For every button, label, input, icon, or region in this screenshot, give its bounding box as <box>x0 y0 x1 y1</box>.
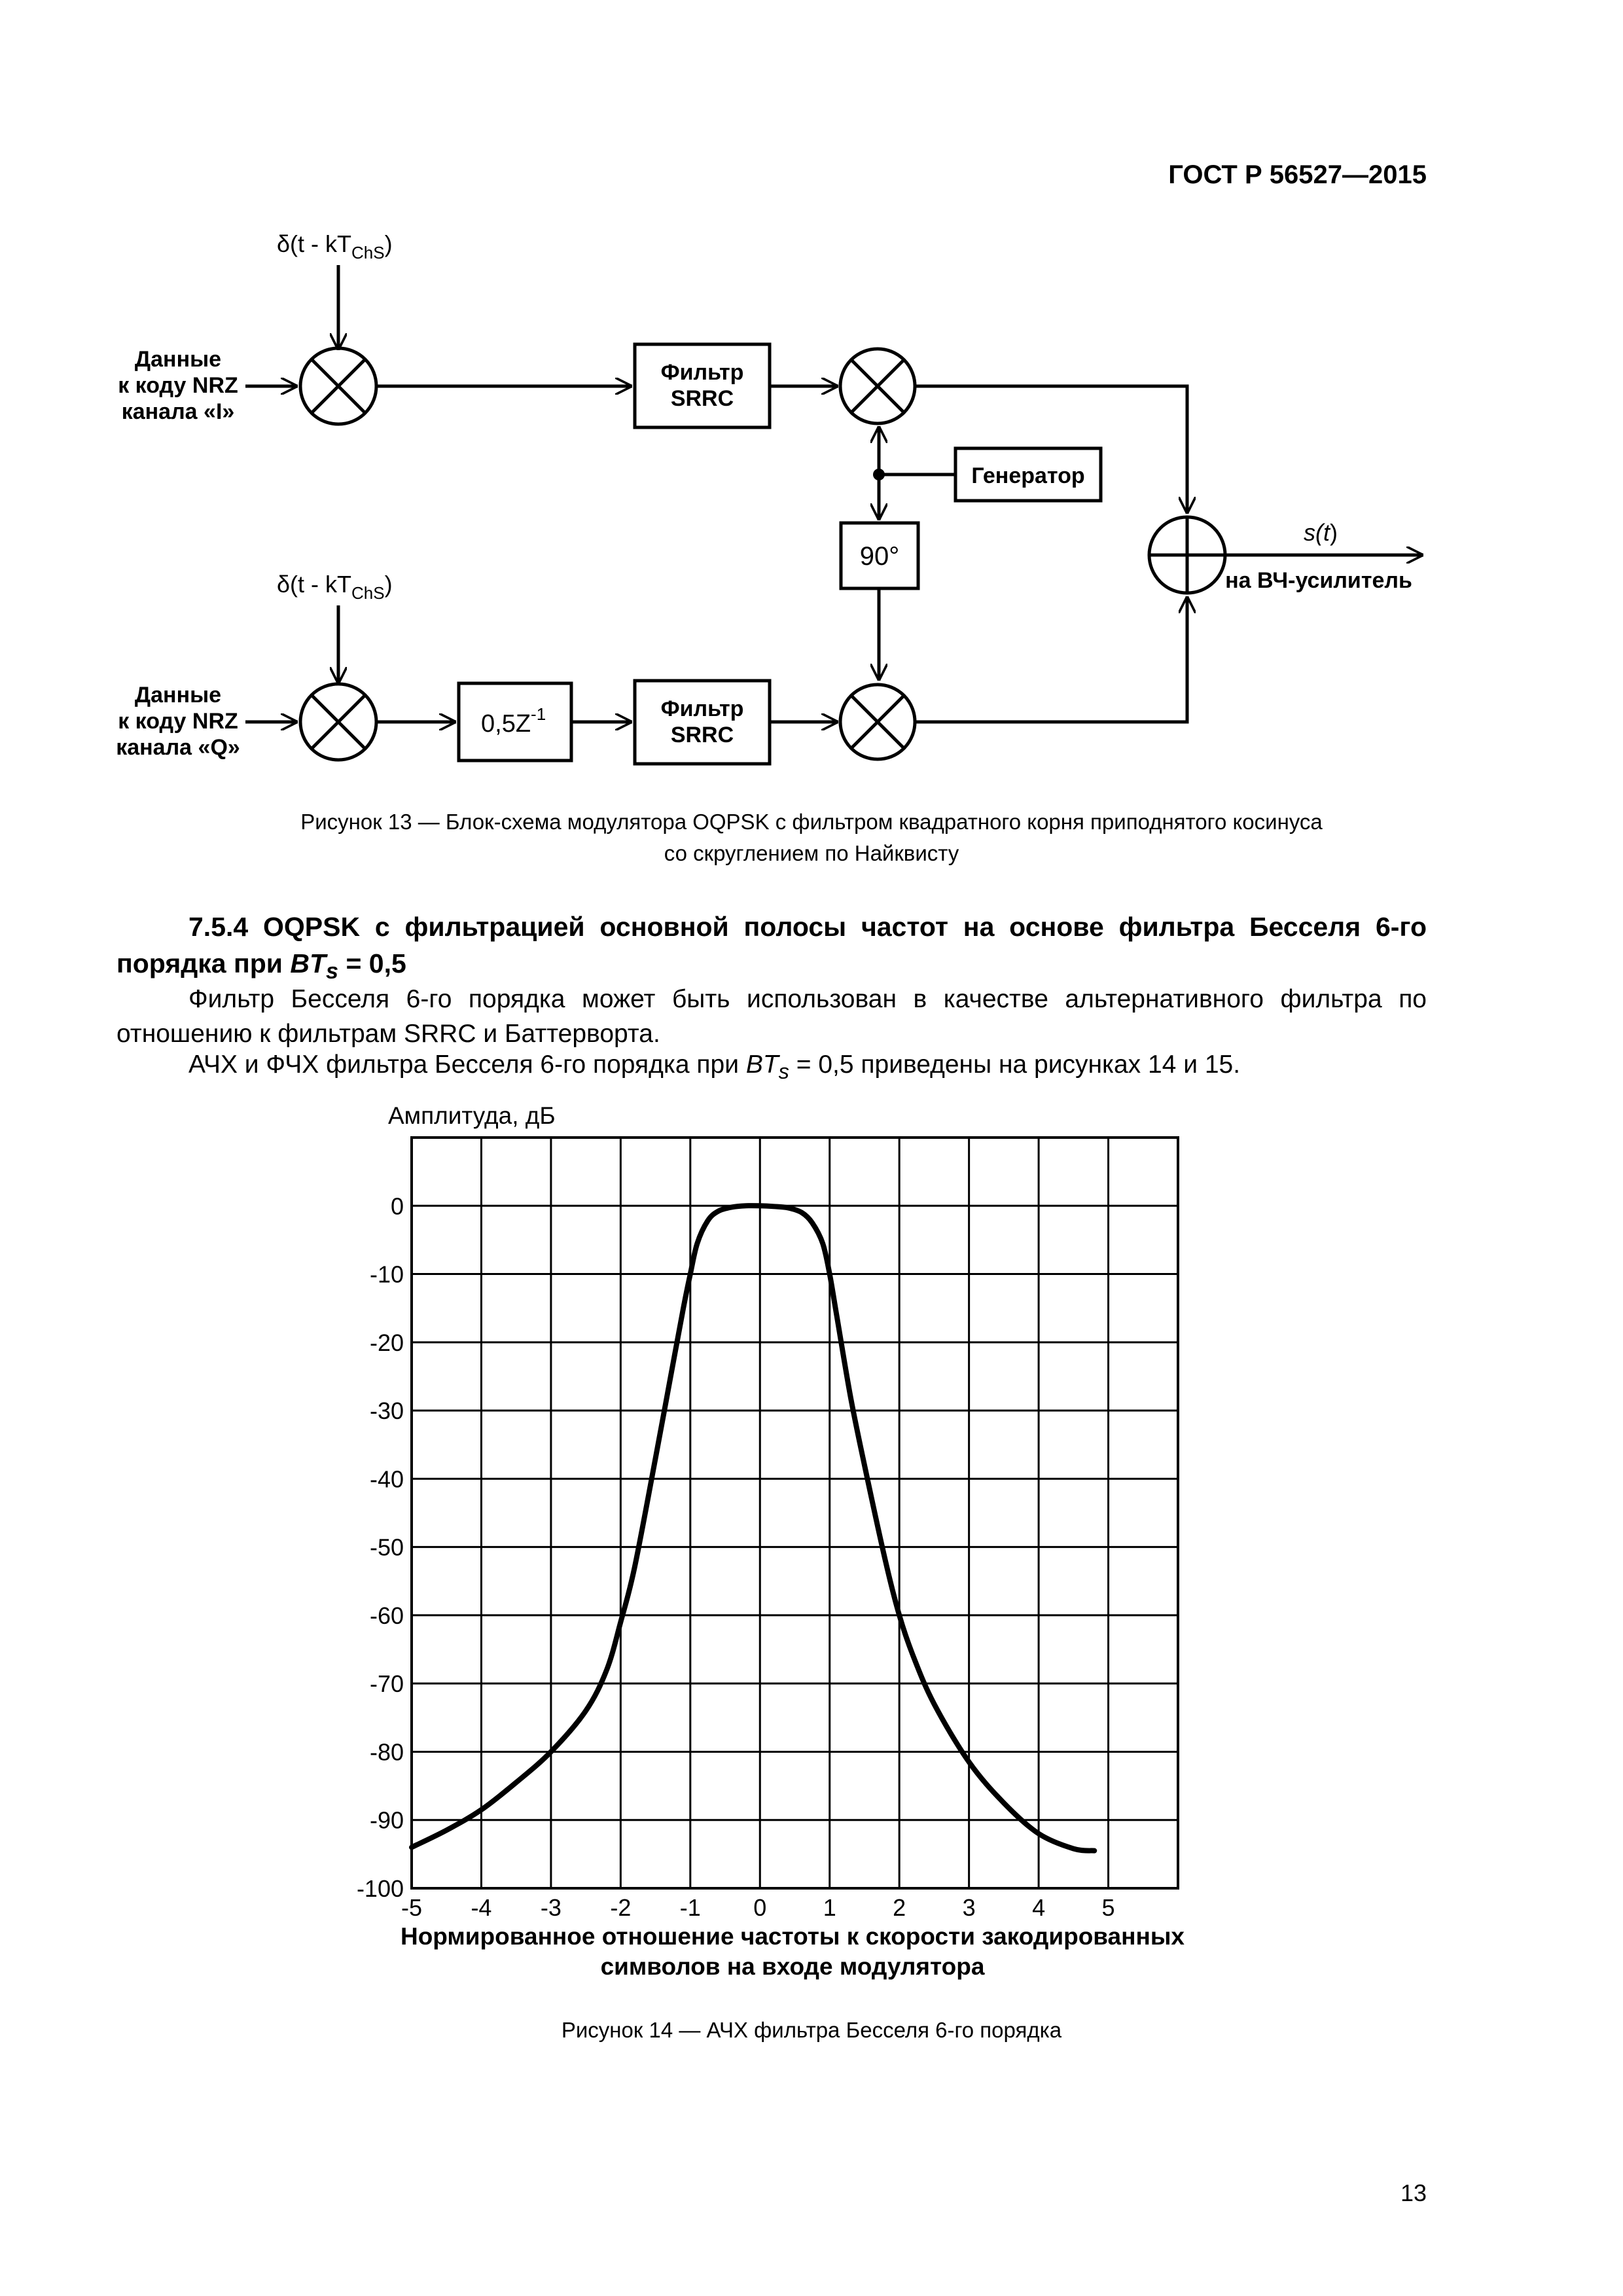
x-tick-label: 1 <box>823 1894 836 1921</box>
y-tick-label: 0 <box>390 1193 404 1220</box>
x-tick-label: -4 <box>471 1894 492 1921</box>
chart-xlabel-line2: символов на входе модулятора <box>600 1953 985 1980</box>
section-heading: 7.5.4 OQPSK с фильтрацией основной полосы частот на основе фильтра Бесселя 6-го порядка при $BT_s = 0,5$ <box>116 912 1427 984</box>
srrc-q-label-2: SRRC <box>670 723 734 747</box>
input-i-label-3: канала «I» <box>121 399 235 424</box>
figure14-caption: Рисунок 14 — АЧХ фильтра Бесселя 6-го порядка <box>561 2018 1062 2042</box>
y-tick-label: -20 <box>369 1329 404 1356</box>
paragraph-1: Фильтр Бесселя 6-го порядка может быть использован в качестве альтернативного фильтра по отношению к фильтрам SRRC и Баттерворта. <box>116 985 1427 1048</box>
x-tick-label: 0 <box>753 1894 767 1921</box>
x-tick-label: 3 <box>962 1894 976 1921</box>
y-tick-label: -40 <box>369 1465 404 1493</box>
input-i-label-1: Данные <box>134 347 222 372</box>
y-tick-label: -60 <box>369 1602 404 1629</box>
y-tick-label: -50 <box>369 1534 404 1561</box>
input-i-label-2: к коду NRZ <box>118 373 238 398</box>
x-tick-label: 5 <box>1101 1894 1115 1921</box>
x-tick-label: 4 <box>1032 1894 1046 1921</box>
chart-xlabel-line1: Нормированное отношение частоты к скорости закодированных <box>400 1923 1185 1950</box>
input-q-label-3: канала «Q» <box>116 735 240 760</box>
y-tick-label: -10 <box>369 1261 404 1288</box>
chart-ylabel: Амплитуда, дБ <box>388 1102 556 1129</box>
x-tick-label: -2 <box>610 1894 632 1921</box>
standard-id-header: ГОСТ Р 56527—2015 <box>1168 160 1427 189</box>
y-tick-label: -90 <box>369 1806 404 1834</box>
amplitude-curve-line <box>412 1206 1094 1851</box>
delay-label: $0,5Z^{-1}$ <box>481 704 546 738</box>
input-q-label-1: Данные <box>134 683 222 708</box>
delta-i-label: $\delta(t - kT_{ChS})$ <box>277 230 393 262</box>
y-tick-label: -70 <box>369 1670 404 1698</box>
srrc-i-label-2: SRRC <box>670 386 734 411</box>
x-tick-label: 2 <box>893 1894 906 1921</box>
page-number: 13 <box>1400 2179 1427 2206</box>
y-tick-label: -30 <box>369 1397 404 1425</box>
phase-shift-label: 90° <box>859 542 900 571</box>
figure13-caption-line1: Рисунок 13 — Блок-схема модулятора OQPSK с фильтром квадратного корня приподнятого косинуса <box>300 810 1323 834</box>
x-tick-label: -1 <box>679 1894 701 1921</box>
x-tick-label: -5 <box>401 1894 423 1921</box>
delta-q-label: $\delta(t - kT_{ChS})$ <box>277 571 393 603</box>
input-q-label-2: к коду NRZ <box>118 709 238 734</box>
paragraph-2: АЧХ и ФЧХ фильтра Бесселя 6-го порядка при $BT_s = 0,5$ приведены на рисунках 14 и 15. <box>188 1050 1241 1083</box>
output-signal-label: s(t) <box>1304 519 1338 546</box>
y-tick-label: -80 <box>369 1738 404 1766</box>
output-dest-label: на ВЧ-усилитель <box>1225 568 1412 593</box>
figure13-caption-line2: со скруглением по Найквисту <box>664 841 959 865</box>
y-tick-label: -100 <box>356 1875 404 1902</box>
srrc-i-label-1: Фильтр <box>660 360 744 385</box>
generator-label: Генератор <box>971 463 1085 488</box>
srrc-q-label-1: Фильтр <box>660 696 744 721</box>
x-tick-label: -3 <box>540 1894 562 1921</box>
